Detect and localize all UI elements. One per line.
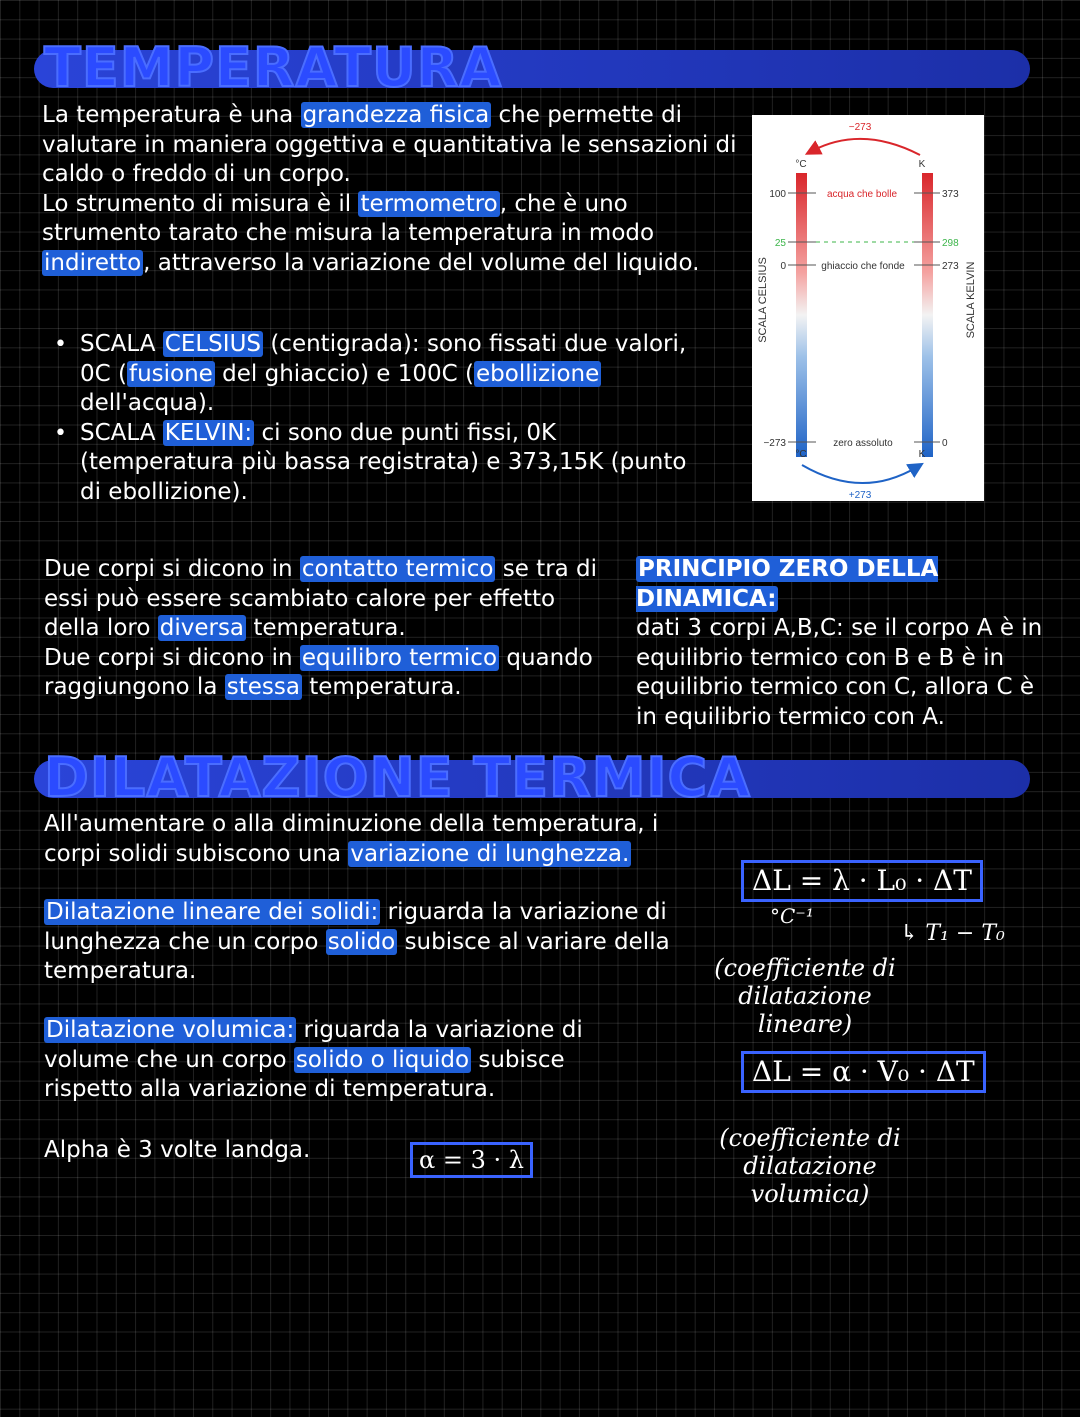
bullet-kelvin [44, 419, 704, 508]
highlight-solido-liquido: solido o liquido [295, 1046, 470, 1073]
kelvin-unit-top: K [918, 159, 926, 170]
highlight-ebollizione: ebollizione [476, 360, 600, 387]
section-title-dilatazione: DILATAZIONE TERMICA [44, 746, 751, 809]
volumetric-coefficient-note: (coefficiente di dilatazione volumica) [719, 1124, 901, 1208]
alpha-text: Alpha è 3 volte landga. [44, 1137, 311, 1163]
celsius-label-25: 25 [774, 238, 786, 249]
arrow-label-minus-273: −273 [848, 122, 872, 133]
highlight-fusione: fusione [128, 360, 213, 387]
highlight-solido: solido [327, 928, 396, 955]
dilatation-intro [44, 810, 694, 869]
kelvin-label-373: 373 [942, 189, 959, 200]
linear-text-2: subisce al variare della temperatura. [44, 928, 670, 984]
bullet-celsius-end: dell'acqua). [80, 390, 215, 416]
highlight-diversa: diversa [159, 615, 245, 641]
label-melting-ice: ghiaccio che fonde [821, 261, 905, 272]
bullet-celsius-text: (centigrada): sono fissati due valori, 0C ( [80, 331, 687, 387]
axis-label-kelvin: SCALA KELVIN [965, 261, 977, 339]
celsius-tube [796, 173, 807, 457]
delta-t-note: ↳ T₁ − T₀ [900, 921, 1005, 946]
label-absolute-zero: zero assoluto [833, 438, 893, 449]
scale-bullets [44, 330, 704, 507]
kelvin-tube [922, 173, 933, 457]
highlight-variazione-lunghezza: variazione di lunghezza. [350, 840, 630, 867]
highlight-equilibro-termico: equilibro termico [301, 644, 498, 671]
principle-title: PRINCIPIO ZERO DELLA DINAMICA: [636, 556, 939, 612]
contact-text-5: quando raggiungono la [44, 644, 593, 700]
volumetric-text-1: riguarda la variazione di volume che un corpo [44, 1017, 583, 1073]
highlight-stessa: stessa [226, 674, 300, 700]
axis-label-celsius: SCALA CELSIUS [757, 257, 769, 343]
highlight-grandezza-fisica: grandezza fisica [302, 102, 490, 128]
bullet-kelvin-lead: SCALA [80, 419, 156, 446]
intro-text-5: , attraverso la variazione del volume del liquido. [143, 249, 700, 276]
thermal-contact-text [44, 555, 614, 703]
temperature-intro [42, 101, 742, 278]
highlight-termometro: termometro [360, 190, 498, 217]
principle-text: dati 3 corpi A,B,C: se il corpo A è in equilibrio termico con B e B è in equilibrio termico con C, allora C è in equilibrio termico con A. [636, 615, 1043, 730]
contact-text-6: temperatura. [309, 674, 462, 700]
bullet-celsius [44, 330, 704, 419]
linear-coefficient-unit: °C⁻¹ [770, 904, 814, 928]
highlight-dilatazione-lineare: Dilatazione lineare dei solidi: [46, 899, 379, 925]
intro-text-1: La temperatura è una [42, 102, 294, 128]
linear-dilatation [44, 898, 684, 987]
intro-text-3: Lo strumento di misura è il [42, 190, 352, 217]
celsius-label-100: 100 [769, 189, 786, 200]
contact-text-2: se tra di essi può essere scambiato calore per effetto della loro [44, 556, 598, 641]
thermometer-scales-diagram [752, 115, 984, 501]
bullet-celsius-lead: SCALA [80, 331, 156, 357]
bullet-celsius-text-2: del ghiaccio) e 100C ( [222, 360, 475, 387]
kelvin-unit-bottom: K [918, 449, 926, 460]
volumetric-text-2: subisce rispetto alla variazione di temperatura. [44, 1046, 565, 1102]
highlight-kelvin: KELVIN: [164, 419, 253, 446]
alpha-formula-box: α = 3 · λ [410, 1142, 533, 1178]
linear-text-1: riguarda la variazione di lunghezza che un corpo [44, 899, 667, 955]
zeroth-principle [636, 555, 1056, 732]
celsius-label-0: 0 [780, 261, 786, 272]
label-boiling-water: acqua che bolle [826, 189, 898, 200]
arrow-label-plus-273: +273 [848, 490, 872, 501]
celsius-label-minus-273: −273 [763, 438, 786, 449]
bullet-kelvin-text: ci sono due punti fissi, 0K (temperatura più bassa registrata) e 373,15K (punto di ebollizione). [80, 419, 687, 505]
celsius-unit-bottom: °C [795, 449, 807, 460]
highlight-contatto-termico: contatto termico [301, 556, 494, 582]
intro-text-2: che permette di valutare in maniera oggettiva e quantitativa le sensazioni di caldo o freddo di un corpo. [42, 102, 737, 187]
intro-text-4: , che è uno strumento tarato che misura la temperatura in modo [42, 190, 655, 246]
highlight-dilatazione-volumica: Dilatazione volumica: [46, 1017, 295, 1043]
volumetric-formula-box: ΔL = α · V₀ · ΔT [741, 1051, 986, 1093]
celsius-unit-top: °C [795, 159, 807, 170]
highlight-celsius: CELSIUS [164, 331, 262, 357]
contact-text-3: temperatura. [253, 615, 406, 641]
volumetric-dilatation [44, 1016, 644, 1105]
highlight-indiretto: indiretto [44, 249, 142, 276]
linear-coefficient-note: (coefficiente di dilatazione lineare) [714, 954, 896, 1038]
kelvin-label-298: 298 [942, 238, 959, 249]
kelvin-label-0: 0 [942, 438, 948, 449]
contact-text-4: Due corpi si dicono in [44, 644, 293, 671]
section-title-temperatura: TEMPERATURA [44, 36, 503, 99]
dilatation-intro-text: All'aumentare o alla diminuzione della temperatura, i corpi solidi subiscono una [44, 811, 659, 867]
contact-text-1: Due corpi si dicono in [44, 556, 293, 582]
kelvin-label-273: 273 [942, 261, 959, 272]
linear-formula-box: ΔL = λ · L₀ · ΔT [741, 860, 983, 902]
